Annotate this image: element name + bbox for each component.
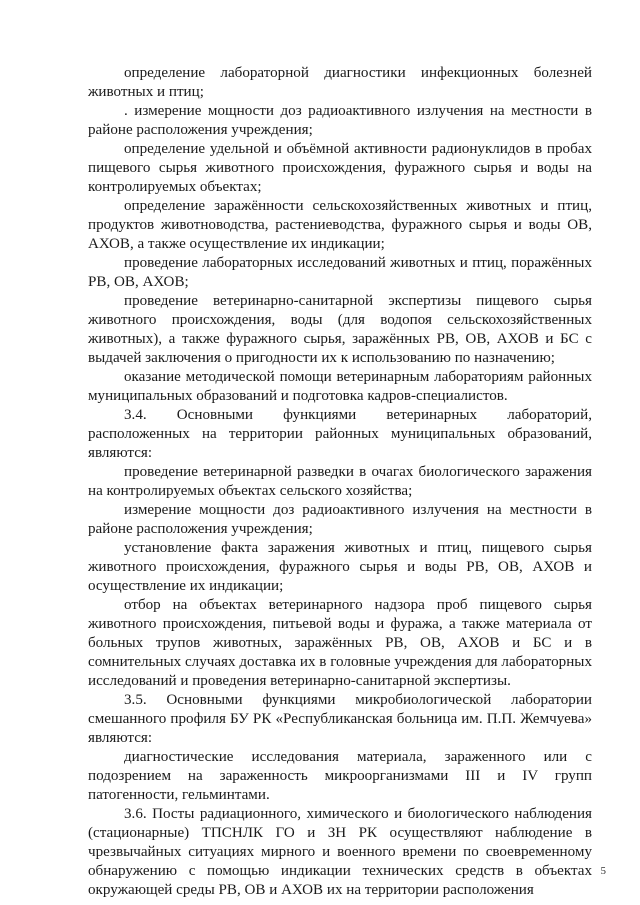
section-heading-3-6: 3.6. Посты радиационного, химического и биологического наблюдения (стационарные) ТПСНЛК ГО и ЗН РК осуществляют наблюдение в чрезвычайных ситуациях мирного и военного времени по своевременному обнаружению с помощью индикации технических средств в объектах окружающей среды РВ, ОВ и АХОВ их на территории расположения: [88, 806, 592, 898]
paragraph: отбор на объектах ветеринарного надзора проб пищевого сырья животного происхождения, питьевой воды и фуража, а также материала от больных трупов животных, заражённых РВ, ОВ, АХОВ и БС и в сомнительных случаях доставка их в головные учреждения для лабораторных исследований и проведения ветеринарно-санитарной экспертизы.: [88, 597, 592, 689]
paragraph: проведение ветеринарной разведки в очагах биологического заражения на контролируемых объектах сельского хозяйства;: [88, 464, 592, 499]
paragraph: диагностические исследования материала, зараженного или с подозрением на зараженность микроорганизмами III и IV групп патогенности, гельминтами.: [88, 749, 592, 803]
paragraph: определение удельной и объёмной активности радионуклидов в пробах пищевого сырья животного происхождения, фуражного сырья и воды на контролируемых объектах;: [88, 141, 592, 195]
paragraph: измерение мощности доз радиоактивного излучения на местности в районе расположения учреждения;: [88, 502, 592, 537]
paragraph: проведение ветеринарно-санитарной экспертизы пищевого сырья животного происхождения, воды (для водопоя сельскохозяйственных животных), а также фуражного сырья, заражённых РВ, ОВ, АХОВ и БС с выдачей заключения о пригодности их к использованию по назначению;: [88, 293, 592, 366]
section-heading-3-5: 3.5. Основными функциями микробиологической лаборатории смешанного профиля БУ РК «Республиканская больница им. П.П. Жемчуева» являются:: [88, 692, 592, 746]
paragraph: определение лабораторной диагностики инфекционных болезней животных и птиц;: [88, 65, 592, 100]
paragraph: установление факта заражения животных и птиц, пищевого сырья животного происхождения, фуражного сырья и воды РВ, ОВ, АХОВ и осуществление их индикации;: [88, 540, 592, 594]
paragraph: . измерение мощности доз радиоактивного излучения на местности в районе расположения учреждения;: [88, 103, 592, 138]
section-heading-3-4: 3.4. Основными функциями ветеринарных лабораторий, расположенных на территории районных муниципальных образований, являются:: [88, 407, 592, 461]
page-number: 5: [600, 865, 606, 877]
body-text: [88, 64, 592, 900]
paragraph: проведение лабораторных исследований животных и птиц, поражённых РВ, ОВ, АХОВ;: [88, 255, 592, 290]
paragraph: определение заражённости сельскохозяйственных животных и птиц, продуктов животноводства, растениеводства, фуражного сырья и воды ОВ, АХОВ, а также осуществление их индикации;: [88, 198, 592, 252]
paragraph: оказание методической помощи ветеринарным лабораториям районных муниципальных образований и подготовка кадров-специалистов.: [88, 369, 592, 404]
